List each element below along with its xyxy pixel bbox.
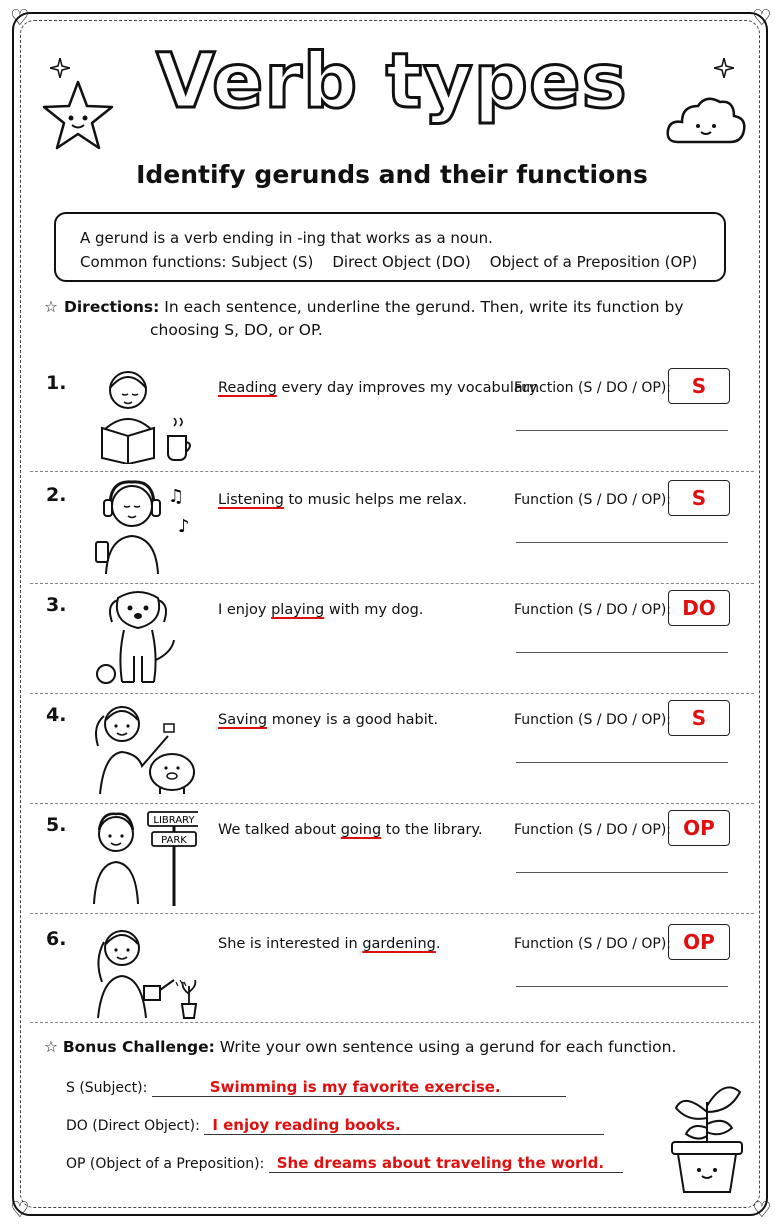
library-sign-label: LIBRARY [153,815,195,826]
answer-line [516,542,728,543]
function-label: Function (S / DO / OP): [514,936,672,952]
exercise-number: 4. [46,704,67,726]
page-subtitle: Identify gerunds and their functions [136,160,648,189]
exercise-sentence [218,936,440,952]
directions-label: Directions: [64,298,160,316]
function-answer-box[interactable]: S [668,480,730,516]
exercise-sentence [218,492,467,508]
sentence-text: every day improves my vocabulary. [276,380,540,396]
sentence-text: to the library. [381,822,483,838]
row-divider [30,913,754,914]
heart-icon: ♡ [752,6,772,31]
sentence-text: with my dog. [324,602,424,618]
heart-icon: ♡ [10,1198,30,1223]
bonus-heading [44,1038,676,1056]
exercise-row [30,694,754,804]
bonus-text: Write your own sentence using a gerund for each function. [219,1038,677,1056]
exercise-row [30,804,754,914]
exercise-number: 3. [46,594,67,616]
info-line-1: A gerund is a verb ending in -ing that works as a noun. [80,229,493,247]
star-icon: ☆ [44,298,58,316]
sentence-text: to music helps me relax. [283,492,467,508]
bonus-answer-object-preposition[interactable]: She dreams about traveling the world. [269,1154,623,1173]
function-answer-box[interactable]: OP [668,810,730,846]
gerund-underlined: Saving [218,712,268,728]
function-answer-box[interactable]: DO [668,590,730,626]
sentence-text: money is a good habit. [267,712,439,728]
bonus-answer-direct-object[interactable]: I enjoy reading books. [204,1116,604,1135]
heart-icon: ♡ [10,6,30,31]
bonus-label: Bonus Challenge: [62,1038,215,1056]
exercise-sentence [218,822,483,838]
answer-line [516,652,728,653]
exercise-sentence [218,712,438,728]
gerund-info-box [54,212,726,282]
exercise-illustration [88,920,198,1020]
function-answer-box[interactable]: OP [668,924,730,960]
sentence-text: I enjoy [218,602,272,618]
function-label: Function (S / DO / OP): [514,712,672,728]
function-label: Function (S / DO / OP): [514,822,672,838]
exercise-number: 2. [46,484,67,506]
bonus-row-label: S (Subject): [66,1080,148,1096]
bonus-row-direct-object [66,1116,604,1135]
exercise-number: 6. [46,928,67,950]
info-line-2: Common functions: Subject (S) Direct Object (DO) Object of a Preposition (OP) [80,253,698,271]
directions-text-2: choosing S, DO, or OP. [150,321,323,339]
exercise-illustration [88,696,198,796]
function-label: Function (S / DO / OP): [514,380,672,396]
function-label: Function (S / DO / OP): [514,492,672,508]
bonus-row-label: OP (Object of a Preposition): [66,1156,265,1172]
svg-text:♫: ♫ [168,486,185,507]
answer-line [516,986,728,987]
exercise-illustration [88,806,198,906]
exercise-number: 1. [46,372,67,394]
row-divider [30,471,754,472]
answer-line [516,872,728,873]
exercise-illustration [88,364,198,464]
function-answer-box[interactable]: S [668,368,730,404]
bonus-answer-subject[interactable]: Swimming is my favorite exercise. [152,1078,566,1097]
sentence-text: . [435,936,441,952]
bonus-row-object-preposition [66,1154,623,1173]
section-divider [30,1022,754,1023]
exercise-illustration [88,476,198,576]
exercise-row [30,584,754,694]
answer-line [516,762,728,763]
page-title: Verb types [156,36,628,125]
exercise-sentence [218,380,540,396]
answer-line [516,430,728,431]
gerund-underlined: playing [271,602,325,618]
function-answer-box[interactable]: S [668,700,730,736]
svg-text:♪: ♪ [178,516,190,537]
exercise-row [30,918,754,1028]
park-sign-label: PARK [161,835,187,846]
bonus-row-label: DO (Direct Object): [66,1118,200,1134]
potted-plant-icon [664,1072,750,1196]
exercise-illustration [88,586,198,686]
star-icon: ☆ [44,1038,58,1056]
function-label: Function (S / DO / OP): [514,602,672,618]
directions-text: In each sentence, underline the gerund. Then, write its function by [164,298,684,316]
gerund-underlined: gardening [362,936,436,952]
directions [44,296,744,342]
sentence-text: We talked about [218,822,341,838]
heart-icon: ♡ [752,1198,772,1223]
bonus-row-subject [66,1078,566,1097]
exercise-row [30,362,754,472]
sentence-text: She is interested in [218,936,363,952]
exercise-sentence [218,602,423,618]
exercise-row [30,474,754,584]
gerund-underlined: Listening [218,492,284,508]
gerund-underlined: Reading [218,380,277,396]
exercise-number: 5. [46,814,67,836]
gerund-underlined: going [340,822,382,838]
